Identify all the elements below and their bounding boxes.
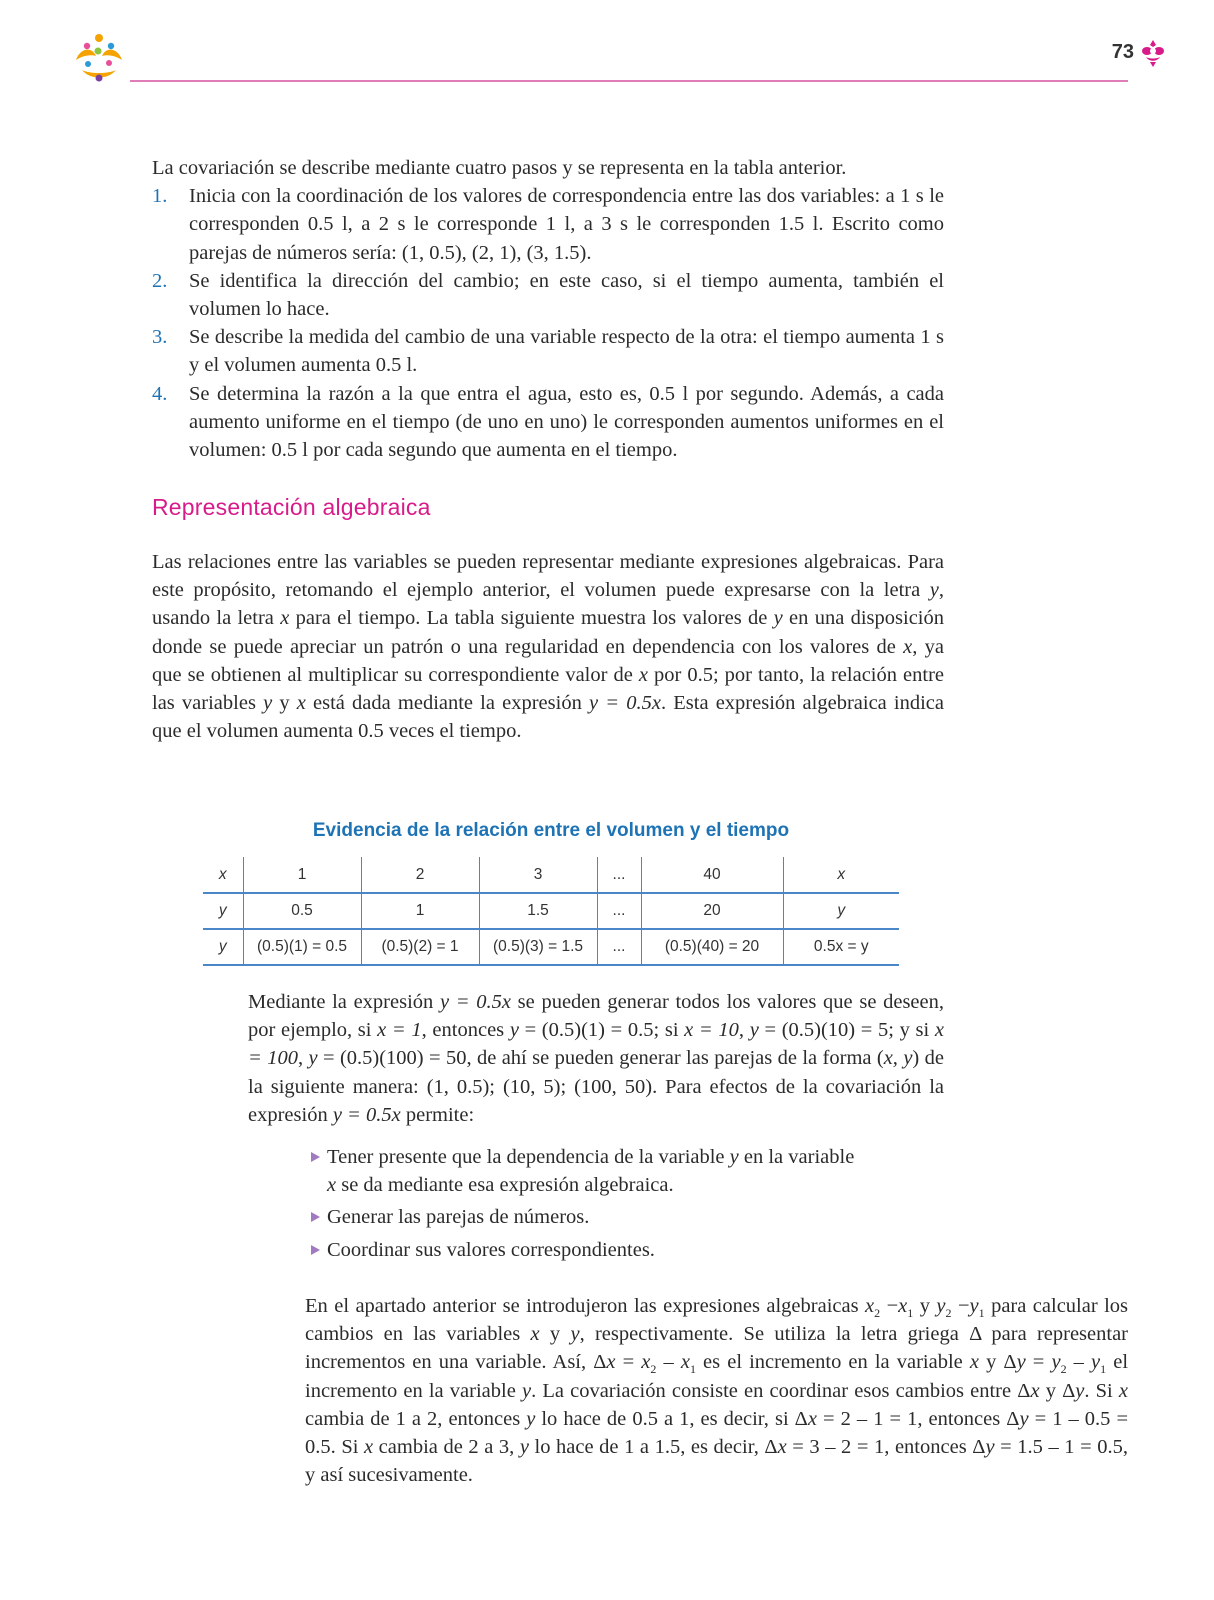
table-title: Evidencia de la relación entre el volumen y el tiempo xyxy=(312,820,790,841)
page-number: 73 xyxy=(1111,41,1134,63)
table-cell: 1 xyxy=(243,857,361,893)
evidence-table xyxy=(203,857,899,966)
table-cell: 40 xyxy=(641,857,783,893)
step-number: 3. xyxy=(152,326,168,349)
step-text: Se determina la razón a la que entra el agua, esto es, 0.5 l por segundo. Además, a cada aumento uniforme en el tiempo (de uno en uno) le corresponden aumentos uniformes en el volumen: 0.5 l por cada segundo que aumenta en el tiempo. xyxy=(189,382,944,462)
flower-ornament-icon xyxy=(1141,38,1165,68)
step-item xyxy=(152,323,944,379)
step-item xyxy=(152,182,944,267)
table-row-y xyxy=(203,893,899,929)
intro-lead: La covariación se describe mediante cuatro pasos y se representa en la tabla anterior. xyxy=(152,157,847,179)
permite-bullet-list xyxy=(310,1143,890,1268)
triangle-bullet-icon xyxy=(311,1152,320,1162)
step-item xyxy=(152,380,944,465)
covariation-steps-block xyxy=(152,154,944,464)
table-cell: 3 xyxy=(479,857,597,893)
triangle-bullet-icon xyxy=(311,1212,320,1222)
delta-text: En el apartado anterior se introdujeron las expresiones algebraicas $x_2 -x_1$ y $y_2 -y_1$ para calcular los cambios en las variables x y y, respectivamente. Se utiliza la letra griega Δ para representar incrementos en una variable. Así, $\Delta x = x_2 - x_1$ es el incremento en la variable x y $\Delta y = y_2 - y_1$ el incremento en la variable y. La covariación consiste en coordinar esos cambios entre Δx y Δy. Si x cambia de 1 a 2, entonces y lo hace de 0.5 a 1, es decir, si Δx = 2 – 1 = 1, entonces Δy = 1 – 0.5 = 0.5. Si x cambia de 2 a 3, y lo hace de 1 a 1.5, es decir, Δx = 3 – 2 = 1, entonces Δy = 1.5 – 1 = 0.5, y así sucesivamente. xyxy=(305,1295,1129,1487)
bullet-item: Generar las parejas de números. xyxy=(310,1203,890,1231)
table-cell: 20 xyxy=(641,893,783,929)
table-cell: 1 xyxy=(361,893,479,929)
table-row-x xyxy=(203,857,899,893)
generation-text: Mediante la expresión y = 0.5x se pueden generar todos los valores que se deseen, por ejemplo, si x = 1, entonces y = (0.5)(1) = 0.5; si x = 10, y = (0.5)(10) = 5; y si x = 100, y = (0.5)(100) = 50, de ahí se pueden generar las parejas de la forma (x, y) de la siguiente manera: (1, 0.5); (10, 5); (100, 50). Para efectos de la covariación la expresión y = 0.5x permite: xyxy=(248,991,945,1126)
table-cell: 1.5 xyxy=(479,893,597,929)
table-cell: ... xyxy=(597,893,641,929)
bullet-item: Coordinar sus valores correspondientes. xyxy=(310,1236,890,1264)
section-heading: Representación algebraica xyxy=(152,494,431,520)
sun-figure-logo-icon xyxy=(70,30,128,86)
table-cell: y xyxy=(783,893,899,929)
table-cell: y xyxy=(203,893,243,929)
step-text: Inicia con la coordinación de los valores de correspondencia entre las dos variables: a 1 s le corresponden 0.5 l, a 2 s le corresponde 1 l, a 3 s le corresponden 1.5 l. Escrito como parejas de números sería: (1, 0.5), (2, 1), (3, 1.5). xyxy=(189,185,944,264)
table-cell: ... xyxy=(597,857,641,893)
step-text: Se identifica la dirección del cambio; en este caso, si el tiempo aumenta, también el volumen lo hace. xyxy=(189,269,944,321)
table-cell: (0.5)(40) = 20 xyxy=(641,929,783,965)
table-cell: (0.5)(2) = 1 xyxy=(361,929,479,965)
step-number: 2. xyxy=(152,269,168,292)
step-item xyxy=(152,267,944,323)
step-number: 1. xyxy=(152,185,168,208)
table-cell: (0.5)(3) = 1.5 xyxy=(479,929,597,965)
delta-paragraph xyxy=(305,1292,1128,1489)
steps-list xyxy=(152,182,944,464)
triangle-bullet-icon xyxy=(311,1245,320,1255)
table-cell: ... xyxy=(597,929,641,965)
table-cell: y xyxy=(203,929,243,965)
table-cell: (0.5)(1) = 0.5 xyxy=(243,929,361,965)
table-cell: 2 xyxy=(361,857,479,893)
table-cell: x xyxy=(783,857,899,893)
algebraic-text: Las relaciones entre las variables se pueden representar mediante expresiones algebraicas. Para este propósito, retomando el ejemplo anterior, el volumen puede expresarse con la letra y, usando la letra x para el tiempo. La tabla siguiente muestra los valores de y en una disposición donde se puede apreciar un patrón o una regularidad en dependencia con los valores de x, ya que se obtienen al multiplicar su correspondiente valor de x por 0.5; por tanto, la relación entre las variables y y x está dada mediante la expresión y = 0.5x. Esta expresión algebraica indica que el volumen aumenta 0.5 veces el tiempo. xyxy=(152,551,945,743)
step-text: Se describe la medida del cambio de una variable respecto de la otra: el tiempo aumenta 1 s y el volumen aumenta 0.5 l. xyxy=(189,326,944,377)
algebraic-paragraph xyxy=(152,548,944,745)
bullet-item: Tener presente que la dependencia de la variable y en la variable x se da mediante esa expresión algebraica. xyxy=(310,1143,890,1199)
step-number: 4. xyxy=(152,382,168,405)
table-cell: 0.5 xyxy=(243,893,361,929)
table-cell: 0.5x = y xyxy=(783,929,899,965)
generation-paragraph xyxy=(248,988,944,1129)
header-rule xyxy=(130,80,1128,82)
table-cell: x xyxy=(203,857,243,893)
table-row-formula xyxy=(203,929,899,965)
